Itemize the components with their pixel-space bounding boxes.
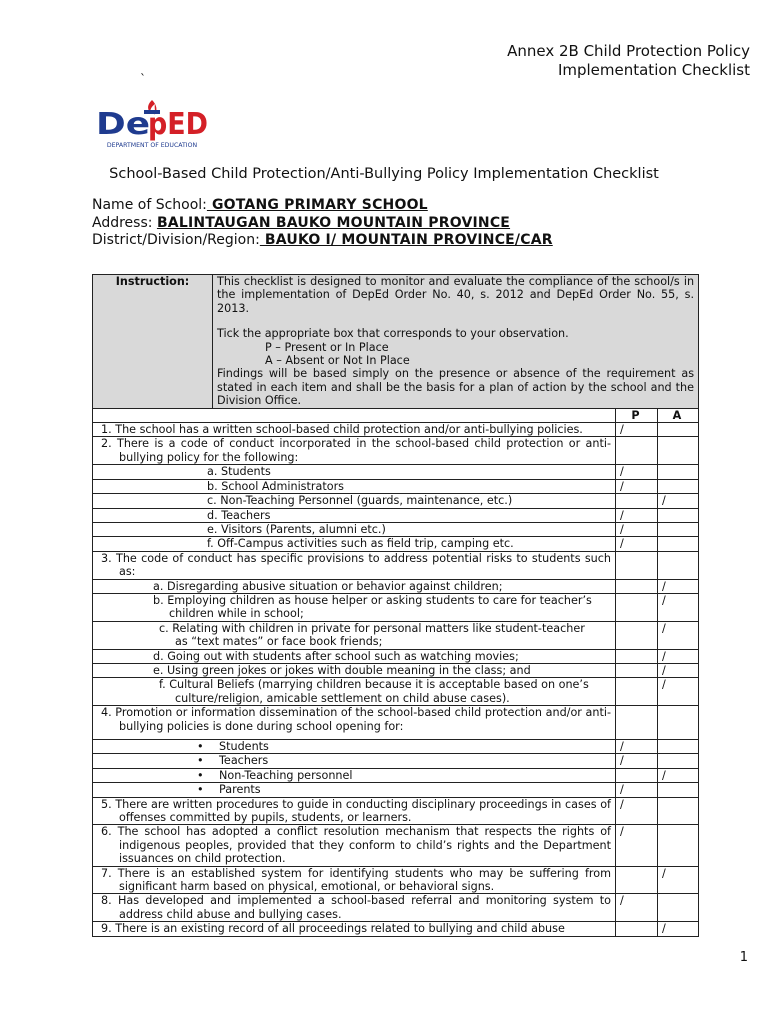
table-row: d. Going out with students after school such as watching movies; / — [93, 649, 699, 663]
table-row: e. Using green jokes or jokes with double meaning in the class; and / — [93, 663, 699, 677]
checkbox-present[interactable] — [616, 866, 658, 894]
annex-header — [507, 42, 750, 80]
table-row: • Parents / — [93, 783, 699, 797]
table-row: 4. Promotion or information dissemination of the school-based child protection and/or anti-bullying policies is done during school opening for: — [93, 706, 699, 740]
table-row: 6. The school has adopted a conflict resolution mechanism that respects the rights of indigenous peoples, provided that they conform to child’s rights and the Department issuances on child protection. / — [93, 825, 699, 866]
checkbox-absent[interactable] — [658, 706, 699, 740]
school-district: BAUKO I/ MOUNTAIN PROVINCE/CAR — [259, 232, 553, 248]
checkbox-present[interactable]: / — [616, 783, 658, 797]
district-line: District/Division/Region: BAUKO I/ MOUNTAIN PROVINCE/CAR — [92, 232, 553, 248]
checkbox-present[interactable] — [616, 649, 658, 663]
checkbox-absent[interactable] — [658, 783, 699, 797]
table-row: d. Teachers / — [93, 508, 699, 522]
checkbox-absent[interactable]: / — [658, 663, 699, 677]
logo-subtext: DEPARTMENT OF EDUCATION — [106, 142, 198, 149]
checkbox-present[interactable]: / — [616, 522, 658, 536]
annex-line-2: Implementation Checklist — [557, 61, 750, 79]
instruction-row — [93, 275, 699, 409]
checkbox-present[interactable] — [616, 494, 658, 508]
table-row: 9. There is an existing record of all proceedings related to bullying and child abuse / — [93, 922, 699, 936]
checkbox-present[interactable] — [616, 706, 658, 740]
checkbox-absent[interactable]: / — [658, 678, 699, 706]
checkbox-present[interactable] — [616, 678, 658, 706]
checkbox-absent[interactable] — [658, 894, 699, 922]
checkbox-present[interactable]: / — [616, 465, 658, 479]
table-row: 8. Has developed and implemented a school-based referral and monitoring system to address child abuse and bullying cases. / — [93, 894, 699, 922]
checkbox-absent[interactable]: / — [658, 922, 699, 936]
checkbox-absent[interactable] — [658, 437, 699, 465]
table-row: e. Visitors (Parents, alumni etc.) / — [93, 522, 699, 536]
column-header-row — [93, 408, 699, 422]
table-row: b. Employing children as house helper or asking students to care for teacher’s children while in school; / — [93, 593, 699, 621]
school-address: BALINTAUGAN BAUKO MOUNTAIN PROVINCE — [156, 214, 511, 231]
checkbox-absent[interactable] — [658, 797, 699, 825]
table-row: c. Relating with children in private for personal matters like student-teacher as “text mates” or face book friends; / — [93, 621, 699, 649]
checkbox-absent[interactable]: / — [658, 866, 699, 894]
header-absent: A — [658, 408, 699, 422]
checklist-table — [92, 274, 699, 937]
table-row: 5. There are written procedures to guide in conducting disciplinary proceedings in cases of offenses committed by pupils, students, or learners. / — [93, 797, 699, 825]
annex-line-1: Annex 2B Child Protection Policy — [507, 42, 750, 60]
table-row: 1. The school has a written school-based child protection and/or anti-bullying policies. / — [93, 423, 699, 437]
table-row: • Teachers / — [93, 754, 699, 768]
svg-text:pED: pED — [148, 107, 208, 142]
checkbox-absent[interactable]: / — [658, 649, 699, 663]
checkbox-present[interactable] — [616, 437, 658, 465]
checkbox-absent[interactable] — [658, 825, 699, 866]
school-info — [92, 197, 553, 250]
table-row: f. Off-Campus activities such as field trip, camping etc. / — [93, 537, 699, 551]
checkbox-absent[interactable]: / — [658, 579, 699, 593]
school-name: GOTANG PRIMARY SCHOOL — [206, 197, 428, 213]
checkbox-absent[interactable] — [658, 508, 699, 522]
address-line: Address: BALINTAUGAN BAUKO MOUNTAIN PROVINCE — [92, 214, 511, 231]
checkbox-present[interactable]: / — [616, 825, 658, 866]
checkbox-present[interactable]: / — [616, 894, 658, 922]
table-row: f. Cultural Beliefs (marrying children because it is acceptable based on one’s culture/religion, amicable settlement on child abuse cases). / — [93, 678, 699, 706]
instruction-text: This checklist is designed to monitor and evaluate the compliance of the school/s in the implementation of DepEd Order No. 40, s. 2012 and DepEd Order No. 55, s. 2013. Tick the appropriate box that corresponds to your observation. P – Present or In Place A – Absent or Not In Place Findings will be based simply on the presence or absence of the requirement as stated in each item and shall be the basis for a plan of action by the school and the Division Office. — [213, 275, 699, 409]
checkbox-absent[interactable] — [658, 479, 699, 493]
checkbox-present[interactable]: / — [616, 479, 658, 493]
checkbox-absent[interactable]: / — [658, 621, 699, 649]
document-title: School-Based Child Protection/Anti-Bullying Policy Implementation Checklist — [109, 166, 659, 182]
table-row: 3. The code of conduct has specific provisions to address potential risks to students such as: — [93, 551, 699, 579]
checkbox-absent[interactable] — [658, 465, 699, 479]
svg-text:De: De — [96, 107, 150, 142]
checkbox-absent[interactable] — [658, 754, 699, 768]
checkbox-present[interactable] — [616, 579, 658, 593]
checkbox-present[interactable] — [616, 922, 658, 936]
checkbox-present[interactable] — [616, 593, 658, 621]
checkbox-present[interactable]: / — [616, 797, 658, 825]
checkbox-present[interactable]: / — [616, 423, 658, 437]
checkbox-present[interactable]: / — [616, 537, 658, 551]
table-row: 2. There is a code of conduct incorporated in the school-based child protection or anti-bullying policy for the following: — [93, 437, 699, 465]
school-name-line: Name of School: GOTANG PRIMARY SCHOOL — [92, 197, 428, 213]
header-present: P — [616, 408, 658, 422]
checkbox-absent[interactable]: / — [658, 593, 699, 621]
checkbox-present[interactable] — [616, 768, 658, 782]
checkbox-absent[interactable]: / — [658, 494, 699, 508]
checkbox-absent[interactable]: / — [658, 768, 699, 782]
checkbox-present[interactable] — [616, 663, 658, 677]
table-row: a. Disregarding abusive situation or behavior against children; / — [93, 579, 699, 593]
table-row: a. Students / — [93, 465, 699, 479]
checkbox-absent[interactable] — [658, 740, 699, 754]
table-row: • Non-Teaching personnel / — [93, 768, 699, 782]
table-row: • Students / — [93, 740, 699, 754]
table-row: b. School Administrators / — [93, 479, 699, 493]
table-row: 7. There is an established system for identifying students who may be suffering from significant harm based on physical, emotional, or behavioral signs. / — [93, 866, 699, 894]
checkbox-present[interactable] — [616, 621, 658, 649]
instruction-label: Instruction: — [93, 275, 213, 409]
table-row: c. Non-Teaching Personnel (guards, maintenance, etc.) / — [93, 494, 699, 508]
backtick-mark: ` — [140, 72, 146, 86]
deped-logo — [94, 96, 210, 152]
checkbox-present[interactable]: / — [616, 754, 658, 768]
checkbox-present[interactable] — [616, 551, 658, 579]
checkbox-absent[interactable] — [658, 522, 699, 536]
checkbox-present[interactable]: / — [616, 740, 658, 754]
checkbox-present[interactable]: / — [616, 508, 658, 522]
page-number: 1 — [739, 950, 748, 965]
checkbox-absent[interactable] — [658, 551, 699, 579]
checkbox-absent[interactable] — [658, 537, 699, 551]
checkbox-absent[interactable] — [658, 423, 699, 437]
